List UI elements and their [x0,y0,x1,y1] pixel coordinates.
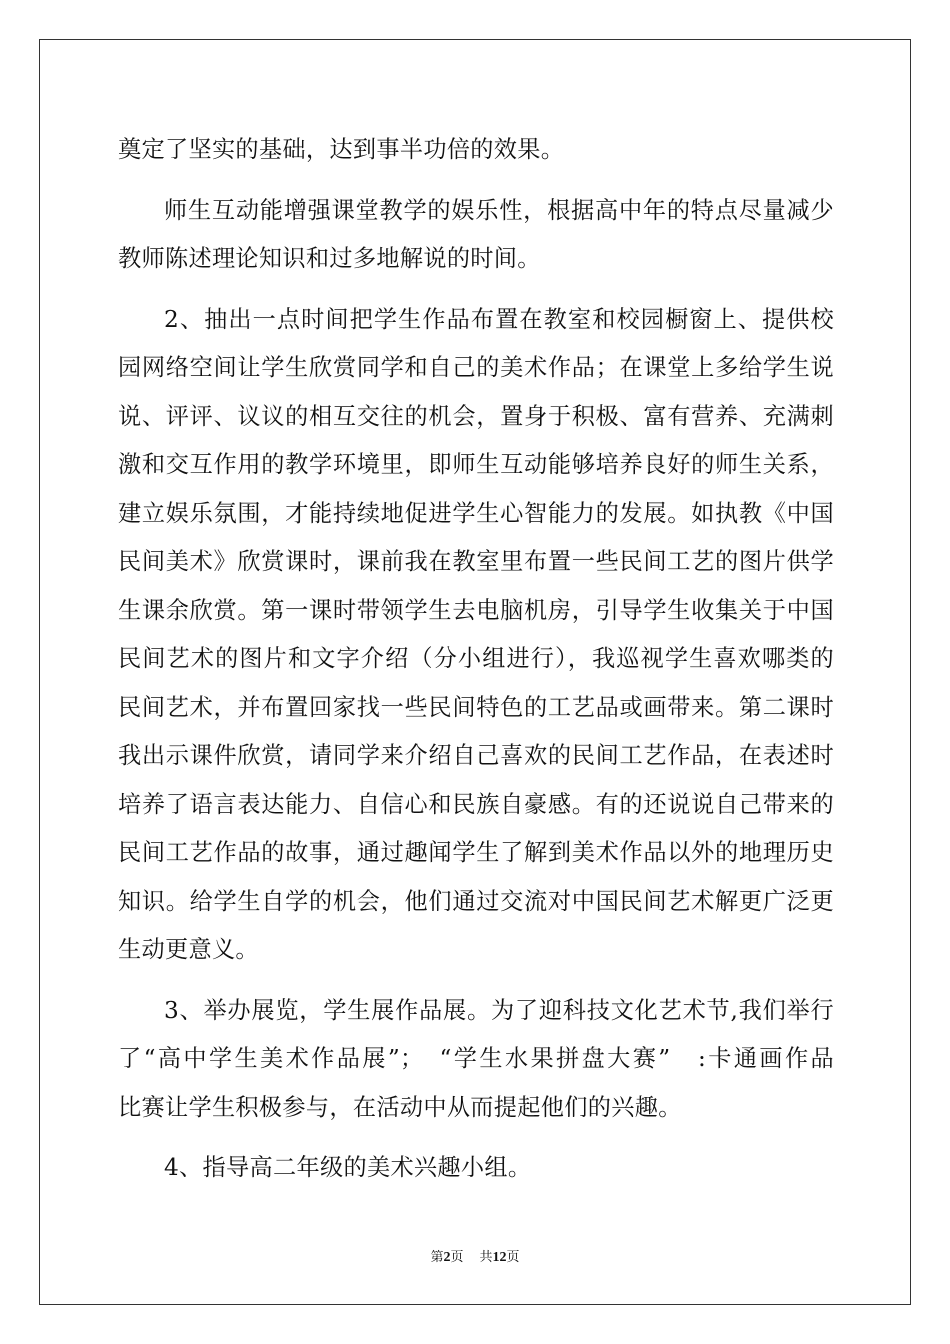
text-line: 民间艺术，并布置回家找一些民间特色的工艺品或画带来。第二课时 [118,693,834,721]
page-label-suffix: 页 [450,1250,464,1265]
total-pages: 12 [492,1250,507,1265]
text-line: 2、抽出一点时间把学生作品布置在教室和校园橱窗上、提供校 [164,305,834,333]
text-line: 我出示课件欣赏，请同学来介绍自己喜欢的民间工艺作品，在表述时 [118,742,834,769]
page-number: 2 [443,1250,451,1265]
text-line: 激和交互作用的教学环境里，即师生互动能够培养良好的师生关系， [118,451,834,478]
text-line: 3、举办展览，学生展作品展。为了迎科技文化艺术节,我们举行 [164,996,834,1024]
total-label-suffix: 页 [506,1250,520,1265]
text-line: 生课余欣赏。第一课时带领学生去电脑机房，引导学生收集关于中国 [118,596,834,624]
text-line: 建立娱乐氛围，才能持续地促进学生心智能力的发展。如执教《中国 [118,499,834,527]
text-line: 师生互动能增强课堂教学的娱乐性，根据高中年的特点尽量减少 [164,196,834,224]
text-line: 园网络空间让学生欣赏同学和自己的美术作品；在课堂上多给学生说 [118,354,834,381]
text-line: 培养了语言表达能力、自信心和民族自豪感。有的还说说自己带来的 [118,790,834,818]
text-line: 说、评评、议议的相互交往的机会，置身于积极、富有营养、充满刺 [118,402,834,430]
text-line: 比赛让学生积极参与，在活动中从而提起他们的兴趣。 [118,1093,682,1121]
text-line: 民间美术》欣赏课时，课前我在教室里布置一些民间工艺的图片供学 [118,548,834,575]
text-line: 民间艺术的图片和文字介绍（分小组进行），我巡视学生喜欢哪类的 [118,645,834,672]
document-body [118,126,834,1193]
text-line: 奠定了坚实的基础，达到事半功倍的效果。 [118,136,565,163]
page-label-prefix: 第 [430,1250,444,1265]
text-line: 知识。给学生自学的机会，他们通过交流对中国民间艺术解更广泛更 [118,887,834,915]
text-line: 了“高中学生美术作品展”； “学生水果拼盘大赛” :卡通画作品 [118,1045,834,1072]
text-line: 4、指导高二年级的美术兴趣小组。 [164,1154,532,1181]
text-line: 生动更意义。 [118,936,259,963]
text-line: 教师陈述理论知识和过多地解说的时间。 [118,245,541,272]
total-label-prefix: 共 [479,1250,493,1265]
page-footer [0,1246,950,1266]
text-line: 民间工艺作品的故事，通过趣闻学生了解到美术作品以外的地理历史 [118,839,834,866]
